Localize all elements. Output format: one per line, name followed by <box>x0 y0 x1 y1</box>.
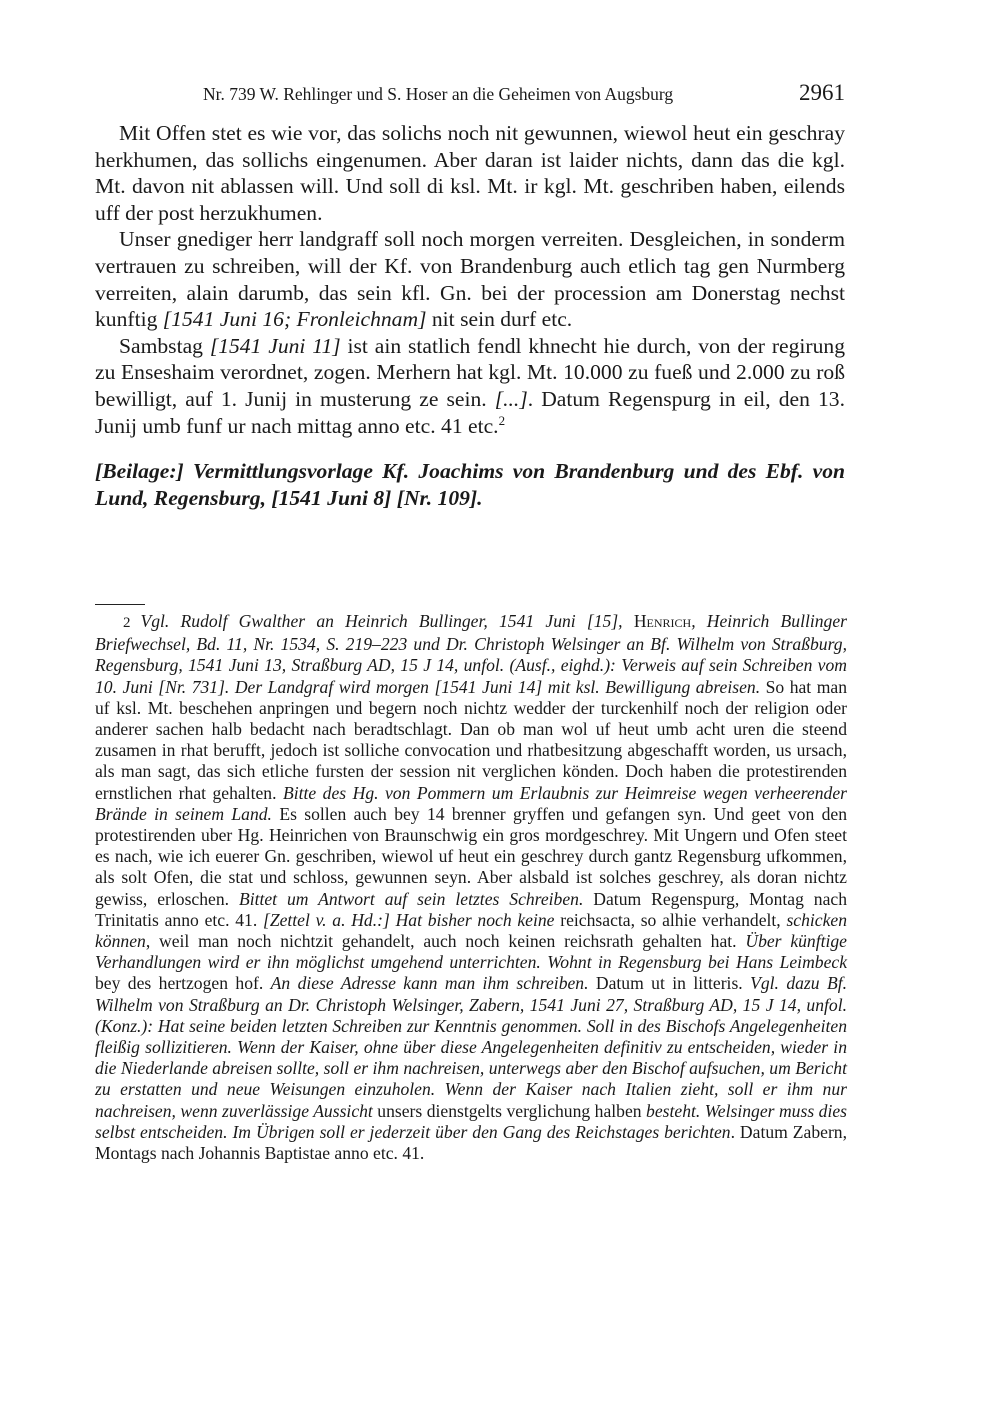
page-header <box>95 80 845 110</box>
footnote-divider <box>95 604 145 605</box>
paragraph-3: Sambstag [1541 Juni 11] ist ain statlich fendl khnecht hie durch, von der regirung zu Enseshaim verordnet, zogen. Merhern hat kgl. Mt. 10.000 zu fueß und 2.000 zu roß bewilligt, auf 1. Junij in musterung ze sein. [...]. Datum Regenspurg in eil, den 13. Junij umb funf ur nach mittag anno etc. 41 etc.$^2$ <box>95 333 845 438</box>
footnote-2: 2 Vgl. Rudolf Gwalther an Heinrich Bullinger, 1541 Juni [15], Henrich, Heinrich Bullinger Briefwechsel, Bd. 11, Nr. 1534, S. 219–223 und Dr. Christoph Welsinger an Bf. Wilhelm von Straßburg, Regensburg, 1541 Juni 13, Straßburg AD, 15 J 14, unfol. (Ausf., eighd.): Verweis auf sein Schreiben vom 10. Juni [Nr. 731]. Der Landgraf wird morgen [1541 Juni 14] mit ksl. Bewilligung abreisen. So hat man uf ksl. Mt. beschehen anpringen und begern noch nichtz wedder der turckenhilf noch der religion oder anderer sachen halb bedacht nach beradtschlagt. Dan ob man wol uf heut umb acht uren die steend zusamen in rhat berufft, jedoch ist solliche convocation und rhatbesitzung abgeschafft worden, us ursach, als man sagt, das sich etliche fursten der session nit verglichen könden. Doch haben die protestirenden ernstlichen rhat gehalten. Bitte des Hg. von Pommern um Erlaubnis zur Heimreise wegen verheerender Brände in seinem Land. Es sollen auch bey 14 brenner gryffen und gefangen syn. Und geet von den protestirenden uber Hg. Heinrichen von Braunschwig ein gros mordgeschrey. Mit Ungern und Ofen steet es nach, wie ich euerer Gn. geschriben, wiewol uf heut ein geschrey durch gantz Regensburg ufkommen, als solt Ofen, die stat und schloss, gewunnen seyn. Aber alsbald ist solches geschrey, als doran nichtz gewiss, erloschen. Bittet um Antwort auf sein letztes Schreiben. Datum Regenspurg, Montag nach Trinitatis anno etc. 41. [Zettel v. a. Hd.:] Hat bisher noch keine reichsacta, so alhie verhandelt, schicken können, weil man noch nichtzit gehandelt, auch noch keinen reichsrath gehalten hat. Über künftige Verhandlungen wird er ihn möglichst umgehend unterrichten. Wohnt in Regensburg bei Hans Leimbeck bey des hertzogen hof. An diese Adresse kann man ihm schreiben. Datum ut in litteris. Vgl. dazu Bf. Wilhelm von Straßburg an Dr. Christoph Welsinger, Zabern, 1541 Juni 27, Straßburg AD, 15 J 14, unfol. (Konz.): Hat seine beiden letzten Schreiben zur Kenntnis genommen. Soll in des Bischofs Angelegenheiten fleißig sollizitieren. Wenn der Kaiser, ohne über diese Angelegenheiten definitiv zu entscheiden, wieder in die Niederlande abreisen sollte, soll er ihm nachreisen, unterwegs aber den Bischof aufsuchen, um Bericht zu erstatten und neue Weisungen einzuholen. Wenn der Kaiser nach Italien zieht, soll er ihm nur nachreisen, wenn zuverlässige Aussicht unsers dienstgelts verglichung halben besteht. Welsinger muss dies selbst entscheiden. Im Übrigen soll er jederzeit über den Gang des Reichstages berichten. Datum Zabern, Montags nach Johannis Baptistae anno etc. 41. <box>95 611 848 1164</box>
running-title: Nr. 739 W. Rehlinger und S. Hoser an die Geheimen von Augsburg <box>203 84 674 104</box>
footnote-mark: 2 <box>123 615 131 631</box>
page-number: 2961 <box>799 80 845 105</box>
paragraph-2: Unser gnediger herr landgraff soll noch morgen verreiten. Desgleichen, in sonderm vertrauen zu schreiben, will der Kf. von Brandenburg auch etlich tag gen Nurmberg verreiten, alain darumb, das sein kfl. Gn. bei der procession am Donerstag nechst kunftig [1541 Juni 16; Fronleichnam] nit sein durf etc. <box>95 227 845 332</box>
beilage-heading: [Beilage:] Vermittlungsvorlage Kf. Joachims von Brandenburg und des Ebf. von Lund, Regensburg, [1541 Juni 8] [Nr. 109]. <box>95 459 845 510</box>
footnote-reference[interactable]: 2 <box>498 412 506 428</box>
main-text <box>95 120 845 439</box>
paragraph-1: Mit Offen stet es wie vor, das solichs noch nit gewunnen, wiewol heut ein geschray herkhumen, das sollichs eingenumen. Aber daran ist laider nichts, dann das die kgl. Mt. davon nit ablassen will. Und soll di ksl. Mt. ir kgl. Mt. geschriben haben, eilends uff der post herzukhumen. <box>95 121 845 225</box>
